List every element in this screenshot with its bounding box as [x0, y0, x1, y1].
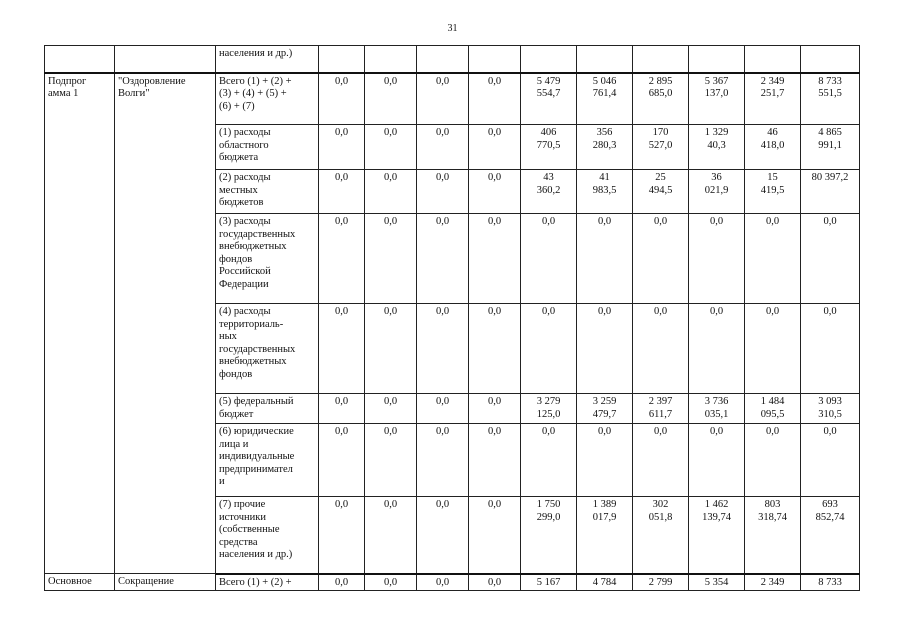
value-cell [577, 394, 633, 424]
row-name-cell [115, 574, 216, 591]
value-cell [319, 73, 365, 125]
value-text: 0,0 [383, 306, 398, 317]
value-text: 0,0 [334, 306, 349, 317]
value-cell [469, 73, 521, 125]
source-cell [216, 73, 319, 125]
value-text: 0,0 [709, 426, 724, 437]
value-text: 0,0 [541, 306, 556, 317]
value-text: 0,0 [487, 216, 502, 227]
value-text: 0,0 [383, 426, 398, 437]
value-text: 5 046 761,4 [592, 75, 617, 99]
value-cell [319, 424, 365, 497]
subprogram-label-cell [45, 73, 115, 574]
value-text: 4 784 [592, 576, 617, 588]
value-cell [633, 304, 689, 394]
value-text: 302 051,8 [648, 499, 673, 523]
value-text: 0,0 [823, 306, 837, 317]
value-cell [365, 424, 417, 497]
value-text: 1 329 40,3 [704, 127, 729, 151]
value-cell [319, 170, 365, 214]
value-text: 2 799 [648, 576, 673, 588]
value-text: 0,0 [435, 216, 450, 227]
source-cell [216, 394, 319, 424]
value-cell [577, 304, 633, 394]
value-cell [745, 497, 801, 574]
source-text: (7) прочие источники (собственные средства населения и др.) [219, 499, 293, 560]
value-text: 0,0 [765, 426, 780, 437]
value-text: 0,0 [435, 396, 450, 407]
value-cell [469, 424, 521, 497]
value-text: 0,0 [334, 172, 349, 183]
value-cell [365, 214, 417, 304]
value-cell [577, 170, 633, 214]
table-cell [115, 46, 216, 73]
value-cell [365, 497, 417, 574]
value-text: 0,0 [487, 75, 502, 87]
value-cell [633, 214, 689, 304]
value-cell [577, 214, 633, 304]
value-cell [577, 497, 633, 574]
value-text: 0,0 [334, 499, 349, 510]
value-cell [689, 170, 745, 214]
value-cell [521, 304, 577, 394]
value-text: 0,0 [541, 216, 556, 227]
value-cell [365, 394, 417, 424]
value-text: 8 733 [818, 576, 842, 588]
source-cell [216, 574, 319, 591]
value-text: 0,0 [435, 499, 450, 510]
value-text: 0,0 [383, 499, 398, 510]
value-text: 0,0 [383, 216, 398, 227]
value-cell [521, 214, 577, 304]
value-cell [801, 73, 860, 125]
value-cell [417, 125, 469, 170]
value-text: 0,0 [765, 306, 780, 317]
value-cell [801, 424, 860, 497]
value-cell [319, 304, 365, 394]
value-cell [521, 497, 577, 574]
value-cell [633, 73, 689, 125]
value-cell [689, 497, 745, 574]
value-text: 5 354 [704, 576, 729, 588]
table-row [45, 46, 860, 73]
value-text: 0,0 [435, 576, 450, 588]
value-text: 2 349 [760, 576, 785, 588]
value-text: 36 021,9 [704, 172, 729, 196]
value-text: 0,0 [653, 306, 668, 317]
value-cell [417, 424, 469, 497]
value-text: 1 389 017,9 [592, 499, 617, 523]
value-cell [417, 394, 469, 424]
value-text: 0,0 [765, 216, 780, 227]
value-text: 1 484 095,5 [760, 396, 785, 420]
value-text: 2 349 251,7 [760, 75, 785, 99]
value-cell [745, 394, 801, 424]
source-text: (4) расходы территориаль- ных государственных внебюджетных фондов [219, 306, 296, 380]
source-text: Всего (1) + (2) + [219, 576, 292, 588]
value-text: 0,0 [435, 172, 450, 183]
value-cell [801, 574, 860, 591]
value-cell [417, 304, 469, 394]
value-cell [689, 304, 745, 394]
value-cell [801, 304, 860, 394]
value-cell [633, 394, 689, 424]
value-cell [689, 214, 745, 304]
value-text: 5 367 137,0 [704, 75, 729, 99]
value-text: 0,0 [334, 576, 349, 588]
value-cell [469, 304, 521, 394]
value-text: 0,0 [435, 75, 450, 87]
source-cell [216, 304, 319, 394]
value-text: 406 770,5 [536, 127, 561, 151]
table-row [45, 73, 860, 125]
value-cell [577, 424, 633, 497]
value-cell [521, 125, 577, 170]
value-text: 25 494,5 [648, 172, 673, 196]
value-cell [469, 125, 521, 170]
value-text: 1 462 139,74 [702, 499, 731, 523]
source-text: (5) федеральный бюджет [219, 396, 294, 420]
value-text: 0,0 [334, 75, 349, 87]
table-cell [633, 46, 689, 73]
value-cell [689, 73, 745, 125]
value-text: 0,0 [487, 396, 502, 407]
page-number: 31 [447, 23, 458, 34]
value-cell [745, 304, 801, 394]
table-cell [319, 46, 365, 73]
value-text: 170 527,0 [648, 127, 673, 151]
value-cell [469, 214, 521, 304]
value-text: 0,0 [383, 396, 398, 407]
value-cell [521, 394, 577, 424]
value-cell [745, 73, 801, 125]
value-cell [745, 214, 801, 304]
value-text: 41 983,5 [592, 172, 617, 196]
value-cell [633, 574, 689, 591]
value-cell [521, 170, 577, 214]
value-cell [319, 125, 365, 170]
table-cell [365, 46, 417, 73]
value-cell [633, 125, 689, 170]
value-cell [745, 574, 801, 591]
table-row [45, 574, 860, 591]
value-text: 0,0 [435, 306, 450, 317]
value-cell [689, 424, 745, 497]
value-text: 43 360,2 [536, 172, 561, 196]
value-text: 0,0 [383, 172, 398, 183]
value-cell [689, 394, 745, 424]
value-text: 0,0 [383, 127, 398, 138]
source-cell [216, 46, 319, 73]
value-text: 0,0 [334, 426, 349, 437]
source-text: (6) юридические лица и индивидуальные предпринимател и [219, 426, 295, 487]
value-text: 3 093 310,5 [818, 396, 842, 420]
value-cell [319, 214, 365, 304]
source-cell [216, 497, 319, 574]
value-text: 0,0 [823, 426, 837, 437]
value-text: 0,0 [597, 216, 612, 227]
value-cell [801, 125, 860, 170]
value-cell [365, 574, 417, 591]
source-cell [216, 214, 319, 304]
table-cell [801, 46, 860, 73]
value-cell [469, 170, 521, 214]
value-text: 0,0 [334, 216, 349, 227]
value-cell [365, 73, 417, 125]
value-text: 3 279 125,0 [536, 396, 561, 420]
value-cell [801, 170, 860, 214]
value-cell [319, 394, 365, 424]
value-text: 46 418,0 [760, 127, 785, 151]
value-cell [801, 394, 860, 424]
value-cell [365, 125, 417, 170]
value-text: 8 733 551,5 [818, 75, 842, 99]
subprogram-name: "Оздоровление Волги" [118, 75, 186, 99]
value-text: 0,0 [487, 172, 502, 183]
value-cell [577, 125, 633, 170]
value-cell [469, 497, 521, 574]
value-text: 0,0 [653, 426, 668, 437]
row-label-cell [45, 574, 115, 591]
subprogram-label: Подпрог амма 1 [48, 75, 87, 99]
value-text: 0,0 [435, 426, 450, 437]
source-text: Всего (1) + (2) + (3) + (4) + (5) + (6) + (7) [219, 75, 292, 112]
value-cell [521, 424, 577, 497]
value-cell [633, 424, 689, 497]
value-text: 356 280,3 [592, 127, 617, 151]
value-text: 1 750 299,0 [536, 499, 561, 523]
source-cell [216, 125, 319, 170]
row-label: Основное [48, 576, 92, 587]
value-text: 0,0 [487, 576, 502, 588]
source-cell [216, 170, 319, 214]
value-cell [521, 574, 577, 591]
table-cell [521, 46, 577, 73]
table-cell [745, 46, 801, 73]
value-cell [801, 497, 860, 574]
value-text: 0,0 [653, 216, 668, 227]
source-cell [216, 424, 319, 497]
value-text: 80 397,2 [811, 172, 849, 183]
value-cell [319, 574, 365, 591]
value-text: 0,0 [487, 306, 502, 317]
value-text: 4 865 991,1 [818, 127, 842, 151]
value-cell [577, 574, 633, 591]
value-cell [745, 424, 801, 497]
value-cell [577, 73, 633, 125]
table-cell [689, 46, 745, 73]
value-text: 0,0 [709, 306, 724, 317]
value-cell [633, 170, 689, 214]
source-text: (2) расходы местных бюджетов [219, 172, 271, 208]
budget-table [44, 45, 860, 591]
value-cell [633, 497, 689, 574]
value-text: 0,0 [334, 127, 349, 138]
value-cell [417, 214, 469, 304]
value-text: 2 397 611,7 [648, 396, 673, 420]
table-cell [469, 46, 521, 73]
value-text: 0,0 [383, 75, 398, 87]
value-text: 693 852,74 [815, 499, 845, 523]
source-text: (3) расходы государственных внебюджетных фондов Российской Федерации [219, 216, 296, 290]
table-cell [577, 46, 633, 73]
value-text: 0,0 [709, 216, 724, 227]
value-cell [319, 497, 365, 574]
value-cell [521, 73, 577, 125]
value-cell [417, 170, 469, 214]
value-text: 0,0 [541, 426, 556, 437]
value-text: 5 479 554,7 [536, 75, 561, 99]
value-text: 0,0 [597, 426, 612, 437]
subprogram-name-cell [115, 73, 216, 574]
value-cell [417, 73, 469, 125]
value-text: 5 167 [536, 576, 561, 588]
value-text: 2 895 685,0 [648, 75, 673, 99]
value-text: 803 318,74 [758, 499, 787, 523]
value-text: 3 736 035,1 [704, 396, 729, 420]
value-text: 0,0 [597, 306, 612, 317]
row-name: Сокращение [118, 576, 174, 587]
value-cell [689, 574, 745, 591]
value-cell [745, 125, 801, 170]
value-cell [689, 125, 745, 170]
value-cell [365, 170, 417, 214]
value-text: 0,0 [487, 499, 502, 510]
value-text: 0,0 [435, 127, 450, 138]
value-text: 0,0 [487, 426, 502, 437]
value-cell [365, 304, 417, 394]
value-cell [469, 574, 521, 591]
value-cell [801, 214, 860, 304]
value-text: 0,0 [383, 576, 398, 588]
value-cell [417, 574, 469, 591]
source-text: населения и др.) [219, 48, 293, 59]
source-text: (1) расходы областного бюджета [219, 127, 271, 163]
value-text: 0,0 [334, 396, 349, 407]
value-text: 0,0 [487, 127, 502, 138]
table-cell [417, 46, 469, 73]
value-text: 3 259 479,7 [592, 396, 617, 420]
value-cell [417, 497, 469, 574]
value-cell [745, 170, 801, 214]
value-cell [469, 394, 521, 424]
value-text: 0,0 [823, 216, 837, 227]
value-text: 15 419,5 [760, 172, 785, 196]
table-cell [45, 46, 115, 73]
